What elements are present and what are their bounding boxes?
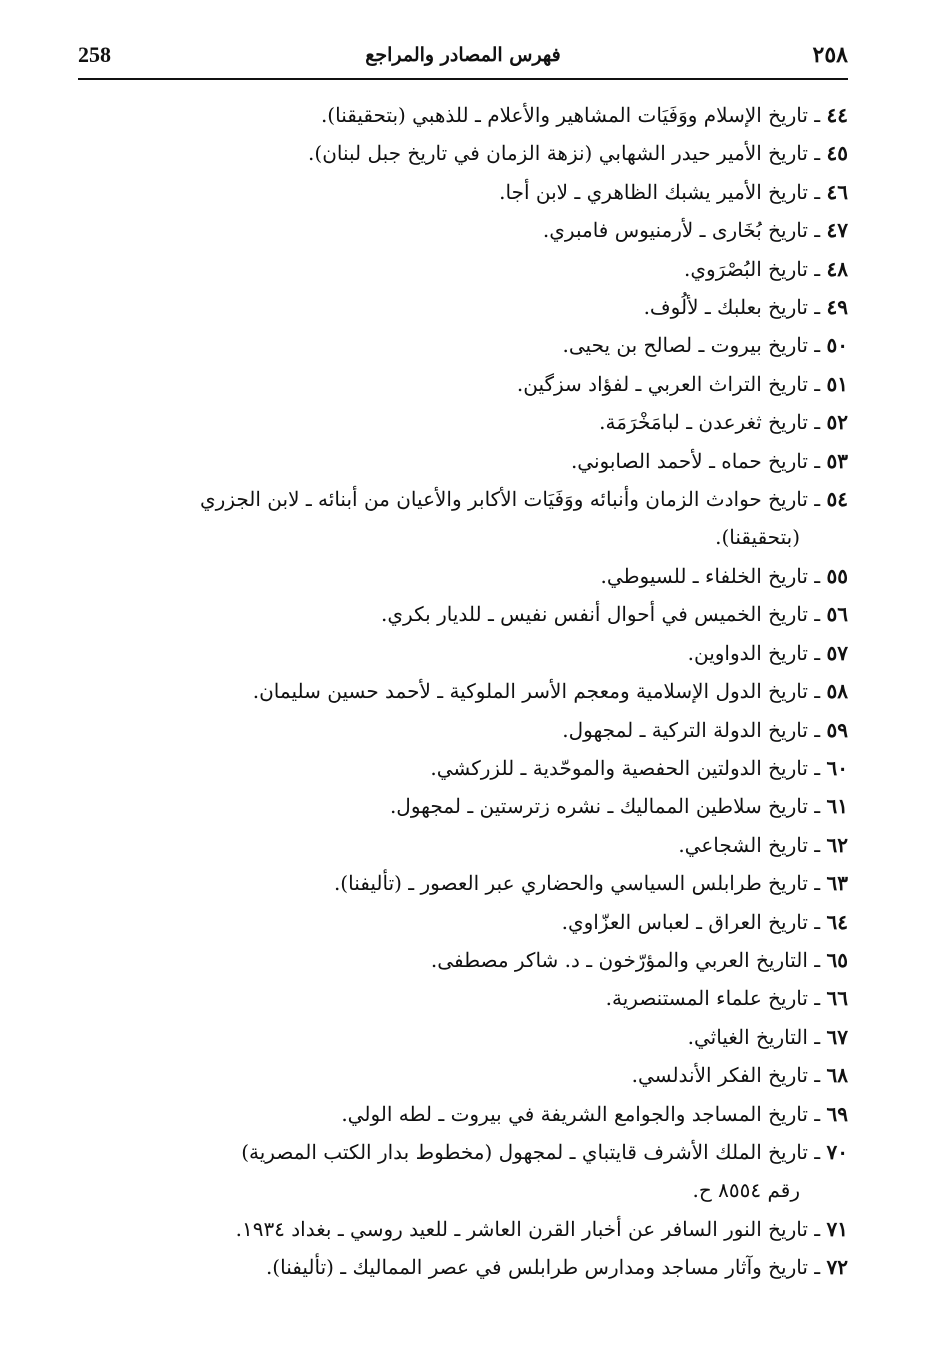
reference-entry — [78, 403, 848, 441]
entry-number: ٥٥ — [826, 563, 848, 588]
reference-entry — [78, 672, 848, 710]
entry-text: ـ تاريخ بعلبك ـ لألُوف. — [643, 295, 827, 320]
entry-number: ٥٩ — [826, 717, 848, 742]
entry-number: ٦٧ — [826, 1024, 848, 1049]
reference-entry — [78, 365, 848, 403]
entry-text: ـ تاريخ الدولتين الحفصية والموحّدية ـ للزركشي. — [430, 755, 827, 780]
entry-number: ٦٨ — [826, 1063, 848, 1088]
entry-text: ـ تاريخ التراث العربي ـ لفؤاد سزگين. — [516, 371, 827, 396]
entry-text: ـ تاريخ وآثار مساجد ومدارس طرابلس في عصر المماليك ـ (تأليفنا). — [265, 1255, 827, 1280]
reference-entry — [78, 480, 848, 557]
entry-number: ٧١ — [826, 1216, 848, 1241]
entry-number: ٦٣ — [826, 871, 848, 896]
reference-entry — [78, 173, 848, 211]
page-header — [78, 38, 848, 80]
reference-entry — [78, 711, 848, 749]
running-title: فهرس المصادر والمراجع — [365, 44, 561, 66]
entry-continuation: (بتحقيقنا). — [715, 525, 800, 550]
entry-text: ـ تاريخ بيروت ـ لصالح بن يحيى. — [562, 333, 827, 358]
entry-text: ـ تاريخ الأمير حيدر الشهابي (نزهة الزمان في تاريخ جبل لبنان). — [308, 141, 827, 166]
entry-number: ٧٢ — [826, 1255, 848, 1280]
entry-number: ٥٦ — [826, 602, 848, 627]
reference-entry — [78, 749, 848, 787]
reference-entry — [78, 903, 848, 941]
entry-text: ـ تاريخ سلاطين المماليك ـ نشره زترستين ـ لمجهول. — [389, 794, 827, 819]
entry-text: ـ تاريخ النور السافر عن أخبار القرن العاشر ـ للعيد روسي ـ بغداد ١٩٣٤. — [235, 1216, 827, 1241]
entry-number: ٥١ — [826, 371, 848, 396]
entry-text: ـ تاريخ حماه ـ لأحمد الصابوني. — [570, 448, 827, 473]
entry-number: ٤٨ — [826, 256, 848, 281]
page-number-arabic: ٢٥٨ — [812, 42, 848, 68]
entry-text: ـ تاريخ البُصْرَوي. — [684, 256, 827, 281]
entry-text: ـ تاريخ الخميس في أحوال أنفس نفيس ـ للديار بكري. — [381, 602, 827, 627]
reference-entry — [78, 634, 848, 672]
reference-entry — [78, 250, 848, 288]
reference-entry — [78, 826, 848, 864]
entry-number: ٤٩ — [826, 295, 848, 320]
entry-text: ـ تاريخ الدول الإسلامية ومعجم الأسر الملوكية ـ لأحمد حسين سليمان. — [252, 679, 827, 704]
entry-number: ٥٠ — [826, 333, 848, 358]
reference-entry — [78, 1248, 848, 1286]
entry-number: ٤٤ — [826, 103, 848, 127]
entry-continuation: رقم ٨٥٥٤ ح. — [692, 1178, 800, 1203]
entry-text: ـ تاريخ بُخَارى ـ لأرمنيوس فامبري. — [542, 218, 827, 243]
entry-number: ٦٢ — [826, 832, 848, 857]
entry-number: ٤٦ — [826, 179, 848, 204]
reference-entry — [78, 1210, 848, 1248]
entry-text: ـ تاريخ الإسلام ووَفَيَات المشاهير والأعلام ـ للذهبي (بتحقيقنا). — [320, 103, 827, 127]
reference-entry — [78, 288, 848, 326]
reference-entry — [78, 979, 848, 1017]
reference-entry — [78, 941, 848, 979]
reference-entry — [78, 864, 848, 902]
references-list — [78, 96, 848, 1287]
entry-number: ٦٤ — [826, 909, 848, 934]
reference-entry — [78, 595, 848, 633]
entry-number: ٥٤ — [826, 487, 848, 512]
entry-number: ٦٠ — [826, 755, 848, 780]
entry-number: ٤٥ — [826, 141, 848, 166]
entry-text: ـ تاريخ طرابلس السياسي والحضاري عبر العصور ـ (تأليفنا). — [333, 871, 827, 896]
entry-text: ـ تاريخ العراق ـ لعباس العزّاوي. — [561, 909, 827, 934]
entry-text: ـ التاريخ الغياثي. — [687, 1024, 827, 1049]
entry-text: ـ تاريخ الأمير يشبك الظاهري ـ لابن أجا. — [499, 179, 827, 204]
entry-number: ٦١ — [826, 794, 848, 819]
page-number-latin: 258 — [78, 42, 111, 67]
reference-entry — [78, 442, 848, 480]
reference-entry — [78, 1095, 848, 1133]
entry-number: ٥٧ — [826, 640, 848, 665]
reference-entry — [78, 1056, 848, 1094]
entry-number: ٧٠ — [826, 1139, 848, 1164]
entry-number: ٦٩ — [826, 1101, 848, 1126]
reference-entry — [78, 326, 848, 364]
reference-entry — [78, 1133, 848, 1210]
reference-entry — [78, 211, 848, 249]
entry-number: ٥٣ — [826, 448, 848, 473]
entry-number: ٦٥ — [826, 947, 848, 972]
reference-entry — [78, 787, 848, 825]
reference-entry — [78, 1018, 848, 1056]
entry-text: ـ التاريخ العربي والمؤرّخون ـ د. شاكر مصطفى. — [430, 947, 827, 972]
entry-text: ـ تاريخ الملك الأشرف قايتباي ـ لمجهول (مخطوط بدار الكتب المصرية) — [241, 1139, 827, 1164]
entry-text: ـ تاريخ الدواوين. — [687, 640, 827, 665]
entry-number: ٥٨ — [826, 679, 848, 704]
reference-entry — [78, 557, 848, 595]
entry-text: ـ تاريخ المساجد والجوامع الشريفة في بيروت ـ لطه الولي. — [341, 1101, 827, 1126]
entry-text: ـ تاريخ الشجاعي. — [678, 832, 827, 857]
entry-text: ـ تاريخ ثغرعدن ـ لبامَخْرَمَة. — [599, 410, 827, 435]
entry-number: ٤٧ — [826, 218, 848, 243]
entry-text: ـ تاريخ علماء المستنصرية. — [605, 986, 827, 1011]
entry-text: ـ تاريخ الدولة التركية ـ لمجهول. — [562, 717, 827, 742]
entry-text: ـ تاريخ الخلفاء ـ للسيوطي. — [600, 563, 827, 588]
reference-entry — [78, 96, 848, 134]
reference-entry — [78, 134, 848, 172]
entry-text: ـ تاريخ الفكر الأندلسي. — [631, 1063, 827, 1088]
entry-text: ـ تاريخ حوادث الزمان وأنبائه ووَفَيَات الأكابر والأعيان من أبنائه ـ لابن الجزري — [200, 487, 827, 512]
entry-number: ٦٦ — [826, 986, 848, 1011]
entry-number: ٥٢ — [826, 410, 848, 435]
